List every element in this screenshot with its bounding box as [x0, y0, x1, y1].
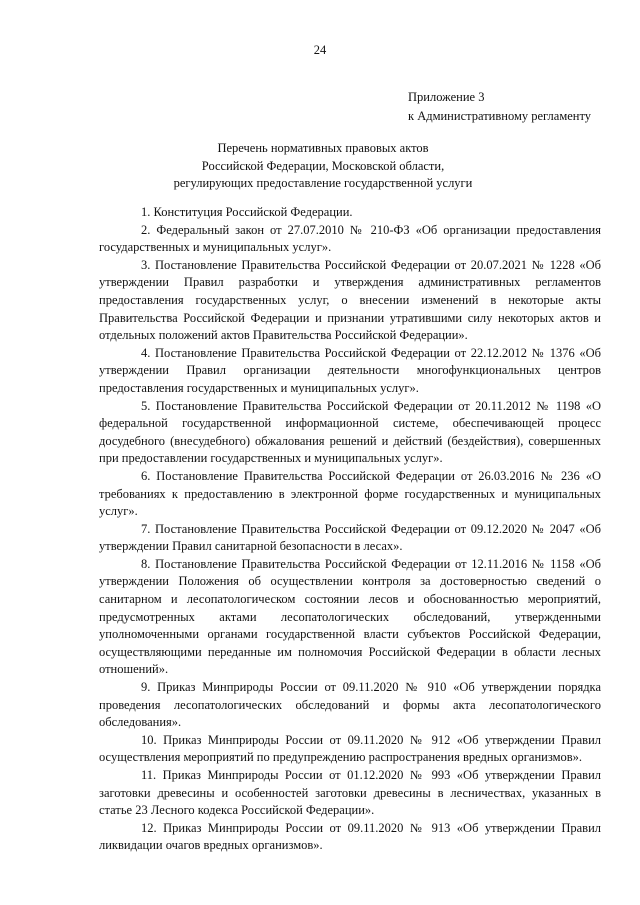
list-item: 7. Постановление Правительства Российской Федерации от 09.12.2020 № 2047 «Об утверждении Правил санитарной безопасности в лесах». — [99, 521, 601, 554]
list-item: 9. Приказ Минприроды России от 09.11.2020 № 910 «Об утверждении порядка проведения лесопатологических обследований и формы акта лесопатологического обследования». — [99, 680, 601, 730]
list-item: 2. Федеральный закон от 27.07.2010 № 210-ФЗ «Об организации предоставления государственных и муниципальных услуг». — [99, 222, 601, 255]
list-item: 10. Приказ Минприроды России от 09.11.2020 № 912 «Об утверждении Правил осуществления мероприятий по предупреждению распространения вредных организмов». — [99, 732, 601, 765]
appendix-title: Приложение 3 — [408, 90, 485, 104]
list-item: 11. Приказ Минприроды России от 01.12.2020 № 993 «Об утверждении Правил заготовки древесины и особенностей заготовки древесины в лесничествах, указанных в статье 23 Лесного кодекса Российской Федерации». — [99, 768, 601, 818]
appendix-subtitle: к Административному регламенту — [408, 109, 592, 123]
list-item: 3. Постановление Правительства Российской Федерации от 20.07.2021 № 1228 «Об утверждении Правил разработки и утверждения административных регламентов предоставления государственных услуг, о внесении изменений в некоторые акты Правительства Российской Федерации и признании утратившими силу некоторых актов и отдельных положений актов Правительства Российской Федерации». — [99, 257, 601, 343]
heading-line: Российской Федерации, Московской области, — [201, 158, 445, 173]
list-item: 8. Постановление Правительства Российской Федерации от 12.11.2016 № 1158 «Об утверждении Положения об осуществлении контроля за достоверностью сведений о санитарном и лесопатологическом состоянии лесов и обоснованностью мероприятий, предусмотренных актами лесопатологических обследований, утвержденными уполномоченными органами государственной власти субъектов Российской Федерации, осуществляющими переданные им полномочия Российской Федерации в области лесных отношений». — [99, 556, 601, 677]
list-item: 12. Приказ Минприроды России от 09.11.2020 № 913 «Об утверждении Правил ликвидации очагов вредных организмов». — [99, 820, 601, 853]
document-heading — [150, 140, 496, 193]
heading-line: Перечень нормативных правовых актов — [217, 141, 429, 155]
list-item: 6. Постановление Правительства Российской Федерации от 26.03.2016 № 236 «О требованиях к предоставлению в электронной форме государственных и муниципальных услуг». — [99, 468, 601, 519]
appendix-reference — [408, 88, 591, 126]
page-number: 24 — [313, 43, 327, 57]
list-item: 5. Постановление Правительства Российской Федерации от 20.11.2012 № 1198 «О федеральной государственной информационной системе, обеспечивающей процесс досудебного (внесудебного) обжалования решений и действий (бездействия), совершенных при предоставлении государственных и муниципальных услуг». — [99, 398, 601, 466]
legal-acts-list — [99, 204, 601, 855]
list-item: 1. Конституция Российской Федерации. — [141, 205, 353, 219]
heading-line: регулирующих предоставление государственной услуги — [173, 176, 473, 190]
list-item: 4. Постановление Правительства Российской Федерации от 22.12.2012 № 1376 «Об утверждении Правил организации деятельности многофункциональных центров предоставления государственных и муниципальных услуг». — [99, 345, 601, 395]
